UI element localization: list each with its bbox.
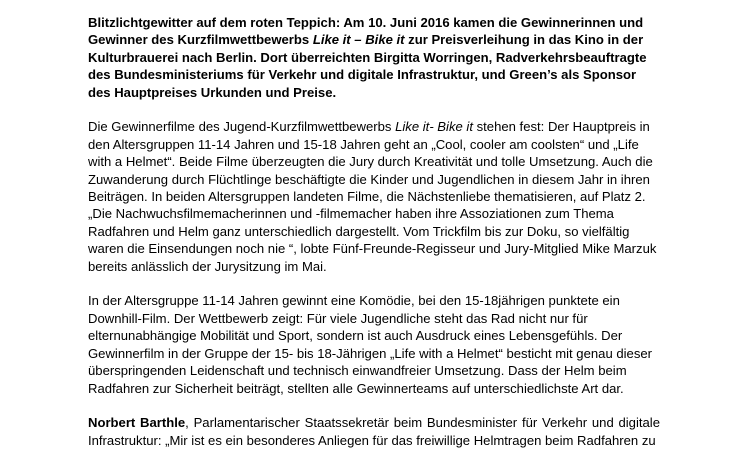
quote-text: , Parlamentarischer Staatssekretär beim Bundesminister für Verkehr und digitale Infrastruktur: „Mir ist es ein besonderes Anliegen für das freiwillige Helmtragen beim Radfahren zu <box>88 415 660 448</box>
lead-text-1: Blitzlichtgewitter auf dem roten Teppich: Am 10. Juni 2016 kamen die Gewinnerinnen und Gewinner des Kurzfilmwettbewerbs <box>88 15 644 48</box>
quote-paragraph <box>88 414 660 449</box>
lead-text-2: zur Preisverleihung in das Kino in der Kulturbrauerei nach Berlin. Dort überreichten Birgitta Worringen, Radverkehrsbeauftragte des Bundesministeriums für Verkehr und digitale Infrastruktur, und Green’s als Sponsor des Hauptpreises Urkunden und Preise. <box>88 32 647 100</box>
winners-paragraph <box>88 118 660 275</box>
competition-title-inline: Like it- Bike it <box>395 119 473 135</box>
press-release-body <box>88 14 660 449</box>
age-groups-paragraph: In der Altersgruppe 11-14 Jahren gewinnt eine Komödie, bei den 15-18jährigen punktete ein Downhill-Film. Der Wettbewerb zeigt: Für viele Jugendliche steht das Rad nicht nur für elternunabhängige Mobilität und Sport, sondern ist auch Ausdruck eines Lebensgefühls. Der Gewinnerfilm in der Gruppe der 15- bis 18-Jährigen „Life with a Helmet“ besticht mit genau dieser überspringenden Leidenschaft und technisch einwandfreier Umsetzung. Dass der Helm beim Radfahren zur Sicherheit beiträgt, stellten alle Gewinnerteams auf unterschiedlichste Art dar. <box>88 293 653 396</box>
winners-text-2: stehen fest: Der Hauptpreis in den Altersgruppen 11-14 Jahren und 15-18 Jahren geht an „Cool, cooler am coolsten“ und „Life with a Helmet“. Beide Filme überzeugten die Jury durch Kreativität und tolle Umsetzung. Auch die Zuwanderung durch Flüchtlinge beschäftigte die Kinder und Jugendlichen in diesem Jahr in ihren Beiträgen. In beiden Altersgruppen landeten Filme, die Nächstenliebe thematisieren, auf Platz 2. „Die Nachwuchsfilmemacherinnen und -filmemacher haben ihre Assoziationen zum Thema Radfahren und Helm ganz unterschiedlich dargestellt. Vom Trickfilm bis zur Doku, so vielfältig waren die Einsendungen noch nie “, lobte Fünf-Freunde-Regisseur und Jury-Mitglied Mike Marzuk bereits anlässlich der Jurysitzung im Mai. <box>88 119 657 274</box>
lead-paragraph <box>88 14 660 101</box>
speaker-name: Norbert Barthle <box>88 415 186 431</box>
competition-title: Like it – Bike it <box>312 32 405 48</box>
winners-text-1: Die Gewinnerfilme des Jugend-Kurzfilmwettbewerbs <box>88 119 396 135</box>
